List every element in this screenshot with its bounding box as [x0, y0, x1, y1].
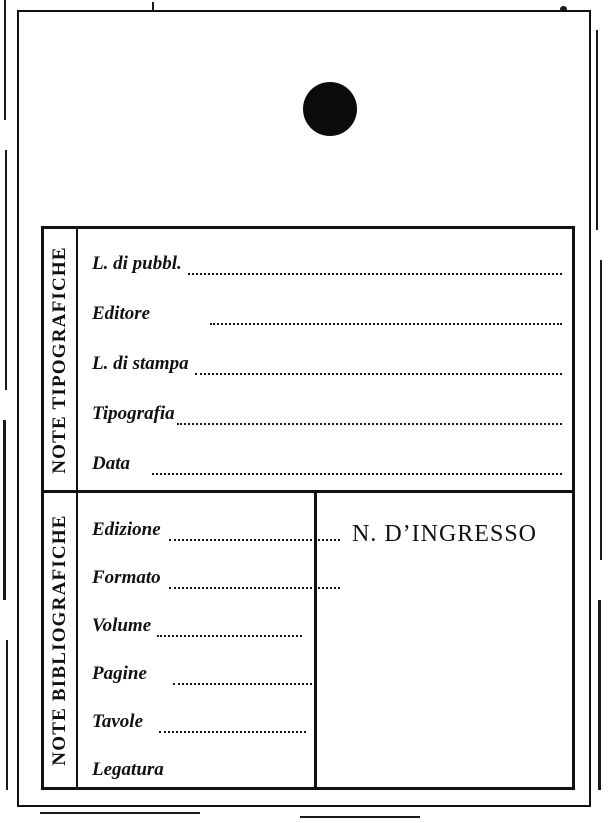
form-table [41, 226, 575, 790]
field-input-luogo-stampa[interactable] [195, 366, 562, 375]
field-label-formato: Formato [92, 567, 161, 588]
scan-speck [600, 260, 602, 560]
field-row[interactable] [78, 399, 572, 425]
field-input-editore[interactable] [210, 316, 562, 325]
field-label-volume: Volume [92, 615, 152, 636]
scan-speck [596, 30, 598, 230]
field-label-pagine: Pagine [92, 663, 147, 684]
field-row[interactable] [78, 515, 350, 541]
scan-speck [3, 420, 6, 600]
bibliographic-notes-block [44, 493, 572, 787]
field-input-volume[interactable] [157, 628, 302, 637]
field-input-data[interactable] [152, 466, 562, 475]
field-label-luogo-pubbl: L. di pubbl. [92, 253, 182, 274]
field-row[interactable] [78, 563, 350, 589]
typographic-notes-side-label-text: NOTE TIPOGRAFICHE [49, 245, 70, 474]
field-label-edizione: Edizione [92, 519, 161, 540]
catalog-card [17, 10, 591, 807]
field-label-luogo-stampa: L. di stampa [92, 353, 189, 374]
entry-number-title: N. D’INGRESSO [351, 521, 537, 547]
field-input-legatura[interactable] [174, 772, 330, 781]
scan-speck [6, 640, 8, 790]
field-input-tavole[interactable] [159, 724, 306, 733]
typographic-notes-side-label [44, 229, 78, 490]
field-row[interactable] [78, 349, 572, 375]
bibliographic-notes-side-label [44, 493, 78, 787]
punch-hole-icon [303, 82, 357, 136]
field-label-editore: Editore [92, 303, 151, 324]
bibliographic-fields [78, 493, 354, 787]
entry-number-cell[interactable] [314, 493, 572, 787]
field-input-pagine[interactable] [173, 676, 312, 685]
field-row[interactable] [78, 659, 350, 685]
field-input-tipografia[interactable] [177, 416, 562, 425]
scan-speck [598, 600, 601, 790]
field-row[interactable] [78, 449, 572, 475]
field-label-tipografia: Tipografia [92, 403, 175, 424]
field-row[interactable] [78, 299, 572, 325]
scan-speck [40, 812, 200, 814]
scan-speck [300, 816, 420, 818]
typographic-notes-block [44, 229, 572, 493]
field-row[interactable] [78, 707, 350, 733]
field-label-legatura: Legatura [92, 759, 164, 780]
field-input-luogo-pubbl[interactable] [188, 266, 562, 275]
field-label-tavole: Tavole [92, 711, 144, 732]
field-row[interactable] [78, 249, 572, 275]
scan-speck [4, 0, 6, 120]
bibliographic-notes-side-label-text: NOTE BIBLIOGRAFICHE [49, 514, 70, 766]
field-row[interactable] [78, 611, 350, 637]
field-label-data: Data [92, 453, 130, 474]
scan-speck [5, 150, 7, 390]
field-row[interactable] [78, 755, 350, 781]
typographic-fields [78, 229, 572, 490]
